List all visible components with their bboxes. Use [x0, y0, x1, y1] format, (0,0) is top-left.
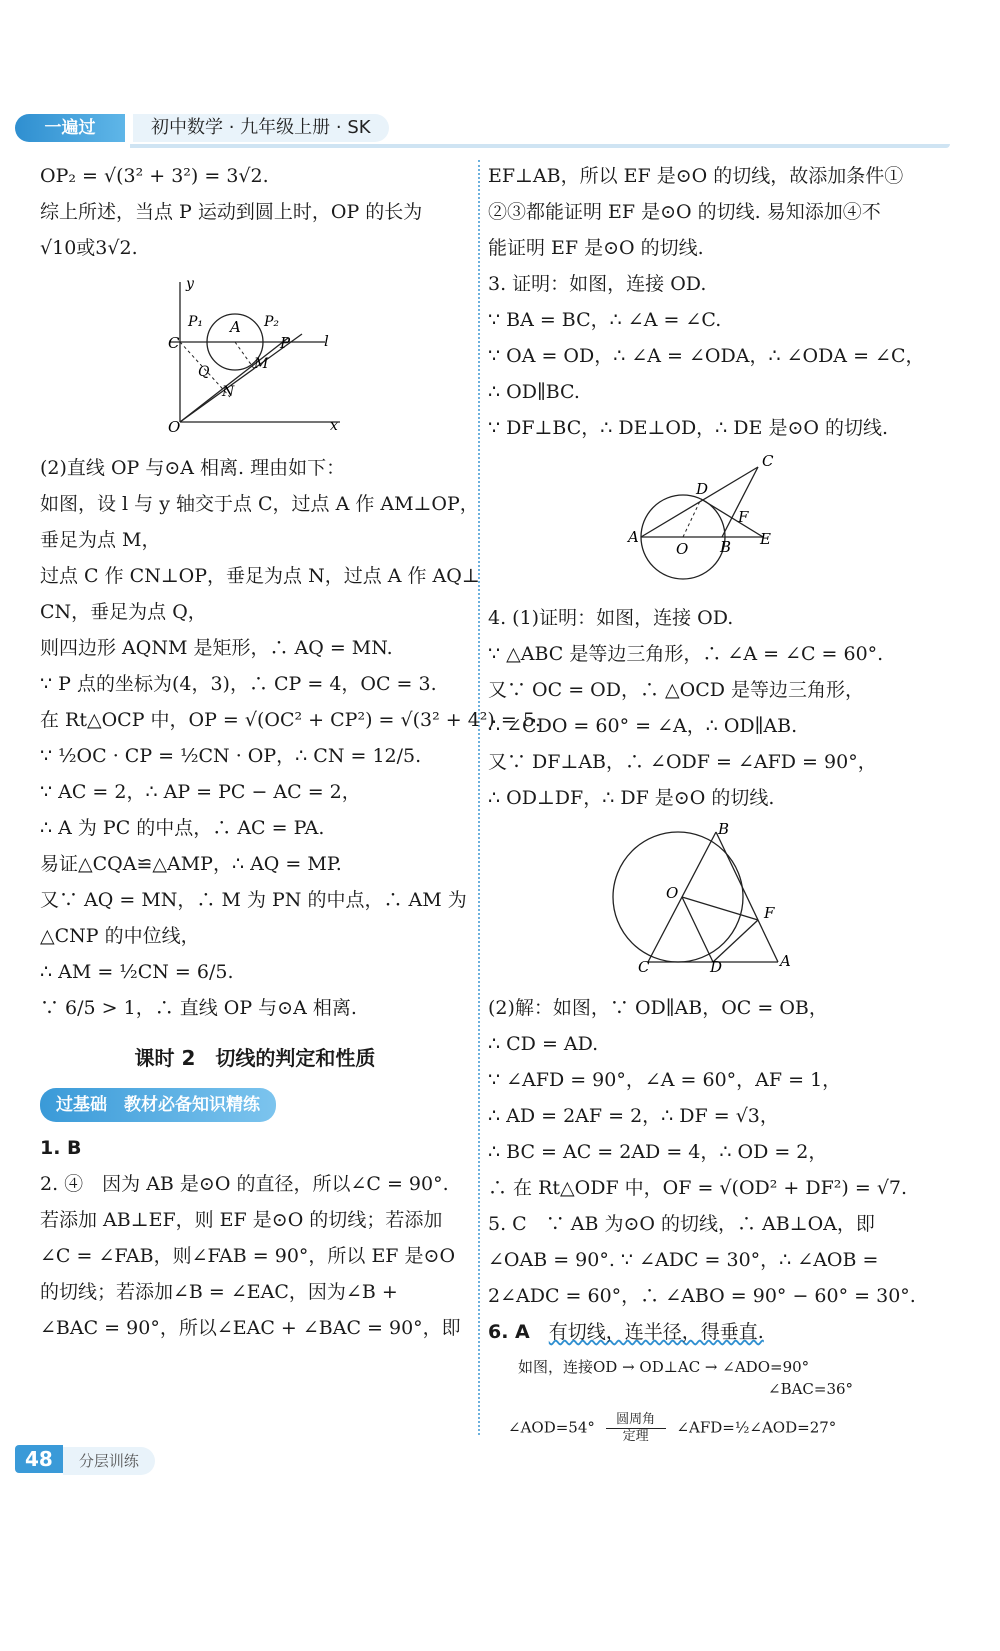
- label-E: E: [760, 530, 771, 548]
- label-P: P: [280, 334, 291, 352]
- text-line: 则四边形 AQNM 是矩形，∴ AQ = MN.: [40, 637, 393, 659]
- text-line: ∵ DF⊥BC，∴ DE⊥OD，∴ DE 是⊙O 的切线.: [488, 417, 889, 439]
- text-line: ∠BAC = 90°，所以∠EAC + ∠BAC = 90°，即: [40, 1317, 461, 1339]
- right-column: [488, 158, 925, 1445]
- label-M: M: [254, 356, 269, 372]
- page-footer: [15, 1445, 155, 1473]
- text-line: OP₂ = √(3² + 3²) = 3√2.: [40, 165, 269, 187]
- flow-arrow: [606, 1412, 666, 1445]
- text-line: ∴ BC = AC = 2AD = 4，∴ OD = 2，: [488, 1141, 828, 1163]
- text-line: ∵ AC = 2，∴ AP = PC − AC = 2，: [40, 781, 361, 803]
- text-line: EF⊥AB，所以 EF 是⊙O 的切线，故添加条件①: [488, 165, 904, 187]
- text-line: ∵ ∠AFD = 90°，∠A = 60°，AF = 1，: [488, 1069, 842, 1091]
- label-F: F: [738, 508, 749, 526]
- text-line: 的切线；若添加∠B = ∠EAC，因为∠B +: [40, 1281, 398, 1303]
- flow-step-4: ∠AFD=½∠AOD=27°: [676, 1418, 837, 1437]
- flow-row-2: [488, 1412, 918, 1445]
- text-line: ∴ ∠CDO = 60° = ∠A，∴ OD∥AB.: [488, 715, 798, 737]
- column-divider: [478, 160, 480, 1435]
- page-header: [15, 112, 735, 146]
- text-line: ∴ CD = AD.: [488, 1033, 599, 1055]
- label-N: N: [222, 384, 235, 400]
- text-line: (2)解：如图，∵ OD∥AB，OC = OB，: [488, 997, 828, 1019]
- text-line: 综上所述，当点 P 运动到圆上时，OP 的长为: [40, 201, 423, 223]
- answer-2: 2. ④ 因为 AB 是⊙O 的直径，所以∠C = 90°.: [40, 1173, 449, 1195]
- text-line: ∴ A 为 PC 的中点，∴ AC = PA.: [40, 817, 325, 839]
- text-line: ∵ BA = BC，∴ ∠A = ∠C.: [488, 309, 722, 331]
- text-line: 若添加 AB⊥EF，则 EF 是⊙O 的切线；若添加: [40, 1209, 443, 1231]
- label-F: F: [764, 904, 775, 922]
- flow-arrow-top: 圆周角: [616, 1412, 656, 1427]
- figure-tangent-3: [488, 452, 918, 594]
- text-line: ∠C = ∠FAB，则∠FAB = 90°，所以 EF 是⊙O: [40, 1245, 456, 1267]
- text-line: ∠OAB = 90°. ∵ ∠ADC = 30°，∴ ∠AOB =: [488, 1249, 879, 1271]
- header-rule: [130, 144, 950, 148]
- label-A: A: [230, 318, 241, 336]
- brand-logo: 一遍过: [15, 114, 125, 142]
- label-P1: P₁: [188, 314, 204, 330]
- flow-step-3: ∠AOD=54°: [508, 1418, 595, 1437]
- text-line: ②③都能证明 EF 是⊙O 的切线. 易知添加④不: [488, 201, 881, 223]
- label-P2: P₂: [264, 314, 280, 330]
- label-x: x: [330, 418, 338, 432]
- text-line: 2∠ADC = 60°，∴ ∠ABO = 90° − 60° = 30°.: [488, 1285, 916, 1307]
- section-title: 课时 2 切线的判定和性质: [134, 1046, 376, 1070]
- label-O: O: [168, 418, 181, 432]
- text-line: ∴ AD = 2AF = 2，∴ DF = √3，: [488, 1105, 779, 1127]
- text-line: √10或3√2.: [40, 237, 138, 259]
- header-title: 初中数学 · 九年级上册 · SK: [133, 114, 389, 142]
- page-number: 48: [15, 1445, 63, 1473]
- label-D: D: [710, 958, 723, 972]
- flow-step-2: ∠BAC=36°: [768, 1380, 854, 1398]
- label-C: C: [168, 334, 180, 352]
- text-line: 能证明 EF 是⊙O 的切线.: [488, 237, 704, 259]
- label-B: B: [718, 822, 730, 838]
- answer-6-label: 6. A: [488, 1321, 549, 1343]
- flow-arrow-bottom: 定理: [622, 1429, 649, 1444]
- label-C: C: [762, 452, 774, 470]
- label-C: C: [638, 958, 650, 972]
- text-line: 又∵ OC = OD，∴ △OCD 是等边三角形，: [488, 679, 865, 701]
- answer-6-hint: 有切线，连半径，得垂直.: [548, 1321, 764, 1343]
- answer-1: 1. B: [40, 1137, 82, 1159]
- flow-step-1: 如图，连接OD → OD⊥AC → ∠ADO=90°: [518, 1358, 810, 1376]
- text-line: ∵ 6/5 > 1，∴ 直线 OP 与⊙A 相离.: [40, 997, 357, 1019]
- text-line: ∴ AM = ½CN = 6/5.: [40, 961, 234, 983]
- answer-4: 4. (1)证明：如图，连接 OD.: [488, 607, 734, 629]
- text-line: ∵ OA = OD，∴ ∠A = ∠ODA，∴ ∠ODA = ∠C，: [488, 345, 925, 367]
- text-line: 如图，设 l 与 y 轴交于点 C，过点 A 作 AM⊥OP，: [40, 493, 479, 515]
- answer-6: [488, 1314, 918, 1350]
- label-l: l: [324, 332, 329, 350]
- text-line: △CNP 的中位线，: [40, 925, 200, 947]
- figure-coordinate-circle: [40, 272, 470, 444]
- label-O: O: [676, 540, 689, 558]
- label-y: y: [186, 276, 194, 292]
- label-O: O: [666, 884, 679, 902]
- text-line: 过点 C 作 CN⊥OP，垂足为点 N，过点 A 作 AQ⊥: [40, 565, 480, 587]
- label-Q: Q: [198, 364, 210, 380]
- text-line: 垂足为点 M，: [40, 529, 161, 551]
- label-A: A: [780, 952, 791, 970]
- answer-5: 5. C ∵ AB 为⊙O 的切线，∴ AB⊥OA，即: [488, 1213, 875, 1235]
- text-line: 又∵ AQ = MN，∴ M 为 PN 的中点，∴ AM 为: [40, 889, 467, 911]
- text-line: ∵ ½OC · CP = ½CN · OP，∴ CN = 12/5.: [40, 745, 422, 767]
- text-line: ∴ OD∥BC.: [488, 381, 580, 403]
- figure-equilateral: [488, 822, 918, 984]
- label-D: D: [696, 480, 709, 498]
- text-line: ∴ 在 Rt△ODF 中，OF = √(OD² + DF²) = √7.: [488, 1177, 908, 1199]
- text-line: ∴ OD⊥DF，∴ DF 是⊙O 的切线.: [488, 787, 775, 809]
- text-line: ∵ △ABC 是等边三角形，∴ ∠A = ∠C = 60°.: [488, 643, 884, 665]
- label-A: A: [628, 528, 639, 546]
- text-line: CN，垂足为点 Q，: [40, 601, 207, 623]
- footer-label: 分层训练: [63, 1447, 155, 1475]
- text-line: 易证△CQA≌△AMP，∴ AQ = MP.: [40, 853, 342, 875]
- answer-3: 3. 证明：如图，连接 OD.: [488, 273, 707, 295]
- label-B: B: [720, 538, 732, 556]
- flow-diagram: [488, 1356, 918, 1445]
- text-line: 在 Rt△OCP 中，OP = √(OC² + CP²) = √(3² + 4²) = 5.: [40, 709, 541, 731]
- text-line: 又∵ DF⊥AB，∴ ∠ODF = ∠AFD = 90°，: [488, 751, 877, 773]
- section-banner: 过基础 教材必备知识精练: [40, 1088, 276, 1122]
- text-line: ∵ P 点的坐标为(4，3)，∴ CP = 4，OC = 3.: [40, 673, 437, 695]
- text-line: (2)直线 OP 与⊙A 相离. 理由如下：: [40, 457, 346, 479]
